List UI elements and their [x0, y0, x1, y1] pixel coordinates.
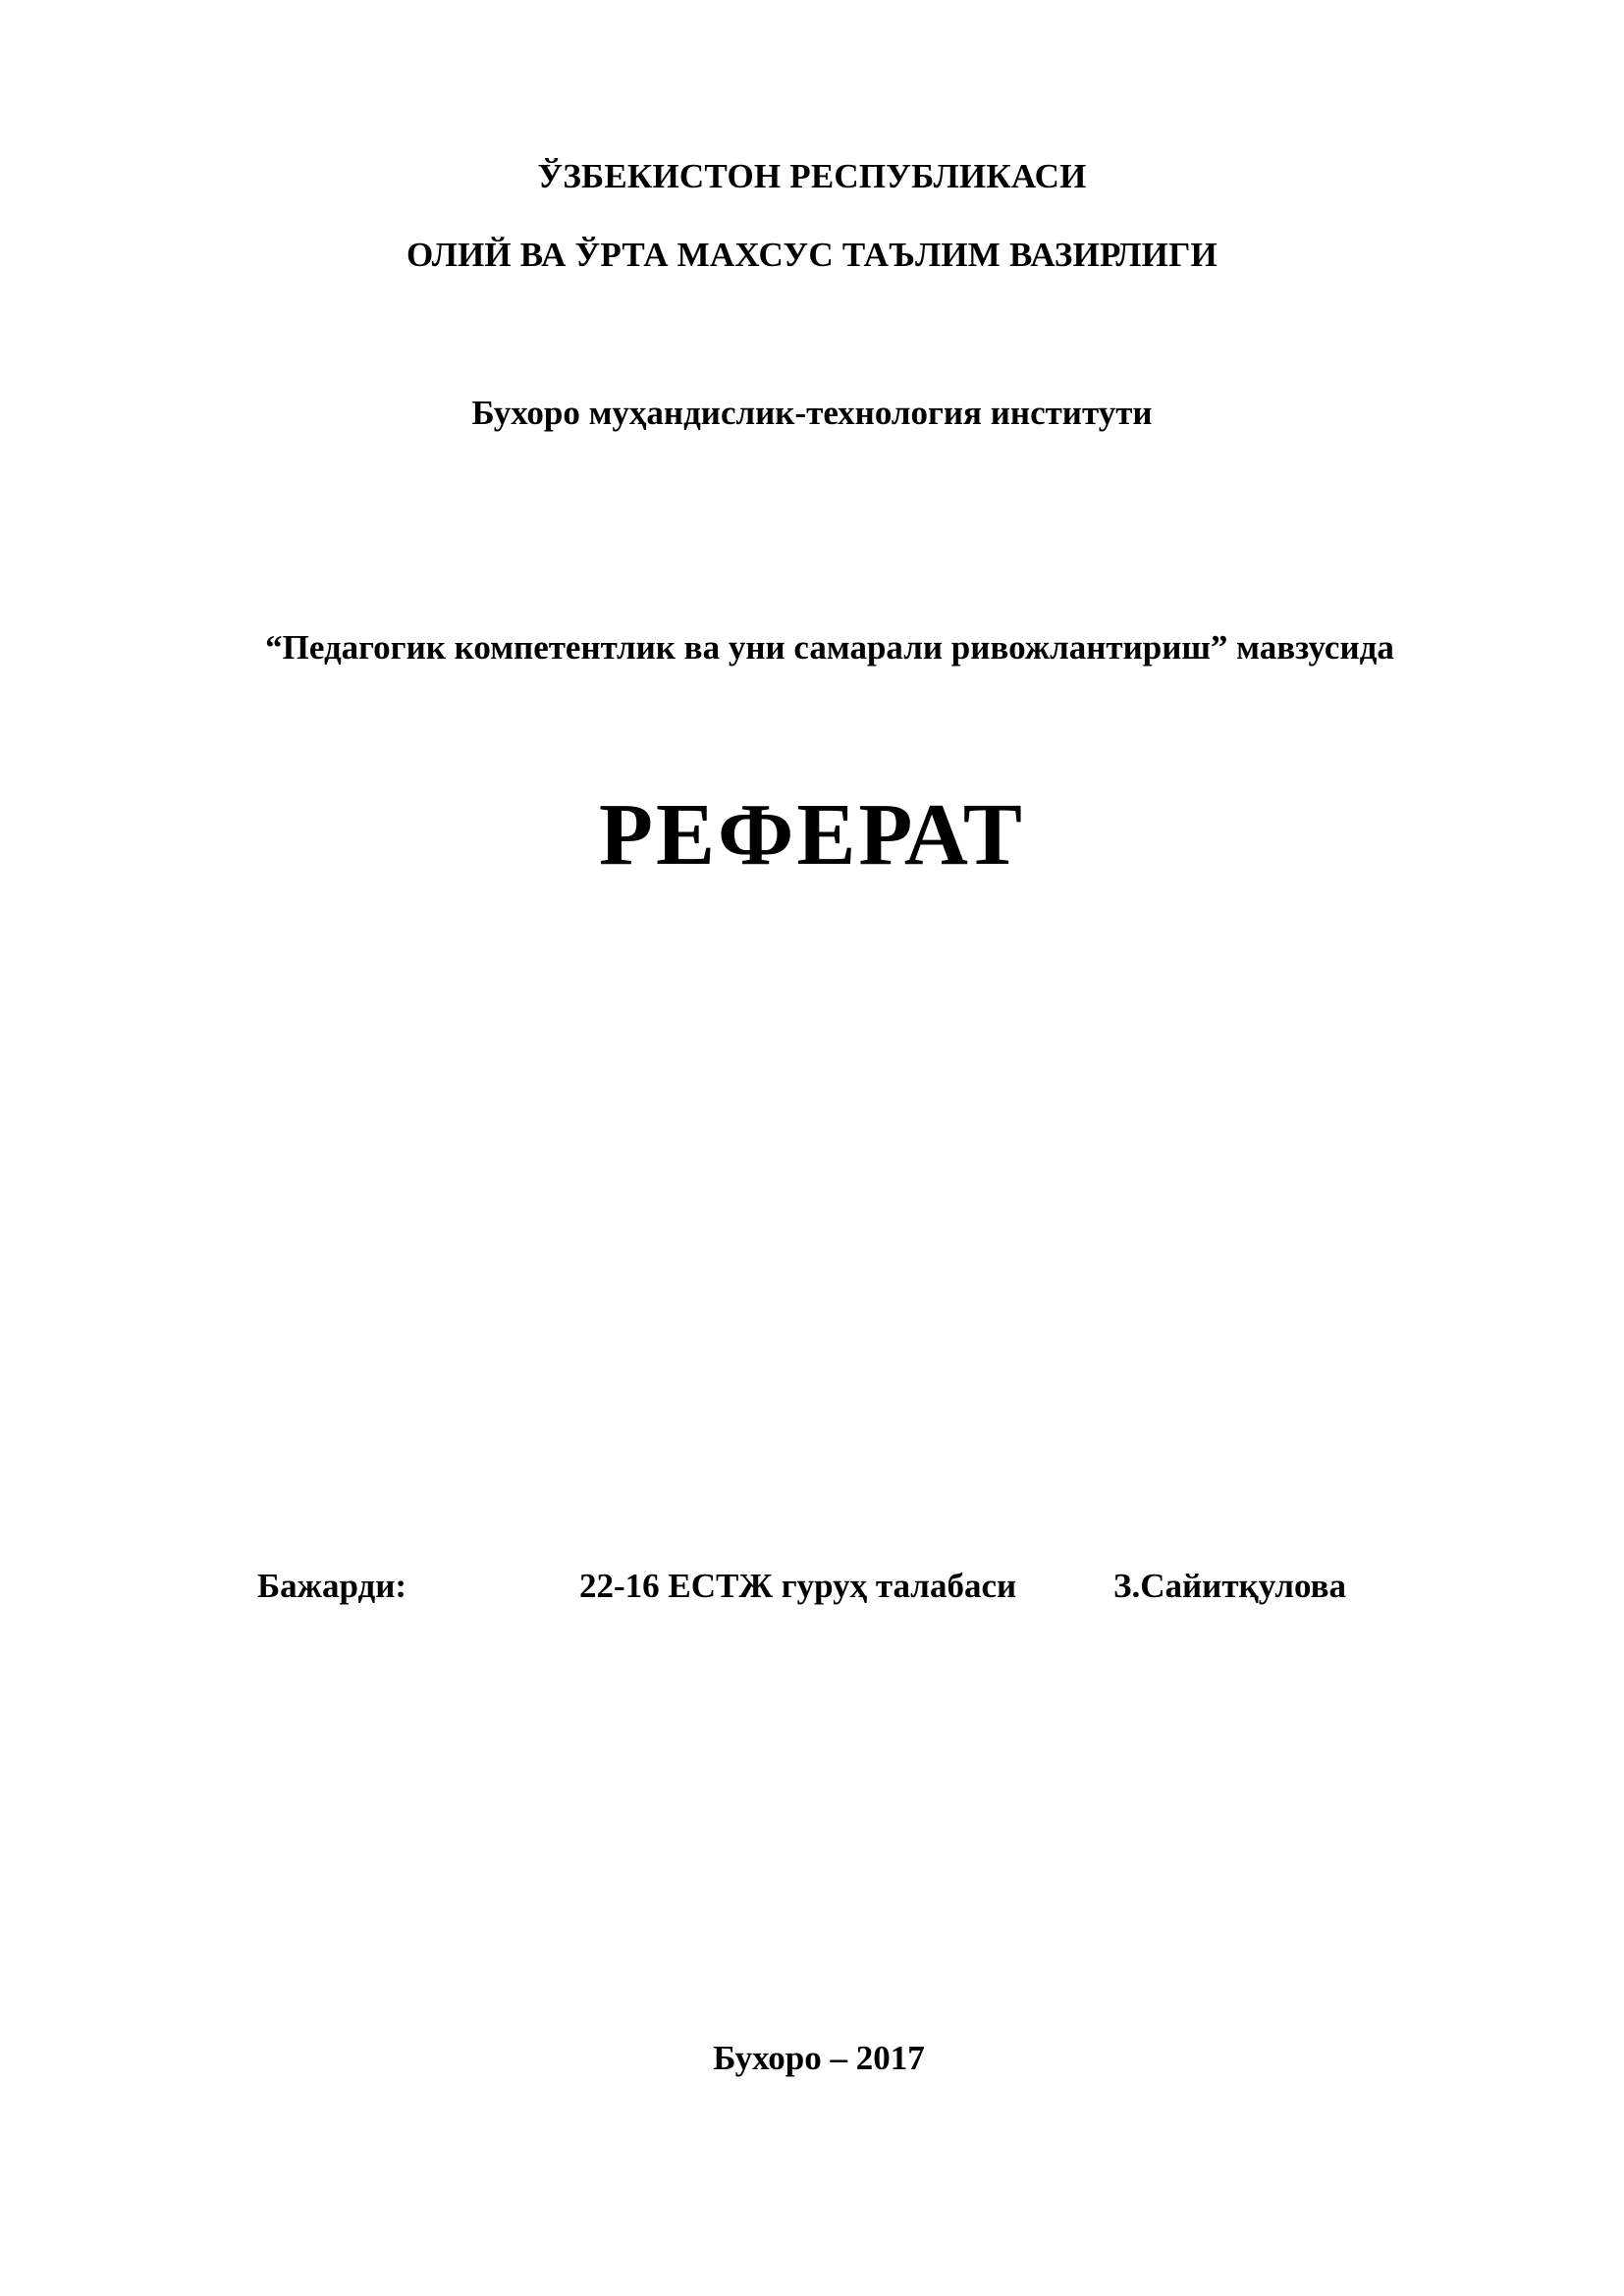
document-type-title: РЕФЕРАТ — [599, 786, 1025, 883]
footer-city-year: Бухоро – 2017 — [713, 2039, 925, 2077]
performer-name: З.Сайитқулова — [1113, 1567, 1346, 1605]
institute-name: Бухоро муҳандислик-технология институти — [471, 394, 1153, 432]
performer-row — [0, 1569, 1624, 1618]
ministry-heading: ОЛИЙ ВА ЎРТА МАХСУС ТАЪЛИМ ВАЗИРЛИГИ — [406, 236, 1218, 274]
republic-heading: ЎЗБЕКИСТОН РЕСПУБЛИКАСИ — [537, 157, 1087, 195]
performer-group: 22-16 ЕСТЖ гуруҳ талабаси — [579, 1567, 1017, 1605]
topic-line: “Педагогик компетентлик ва уни самарали ривожлантириш” мавзусида — [265, 628, 1394, 667]
performer-label: Бажарди: — [257, 1567, 407, 1605]
